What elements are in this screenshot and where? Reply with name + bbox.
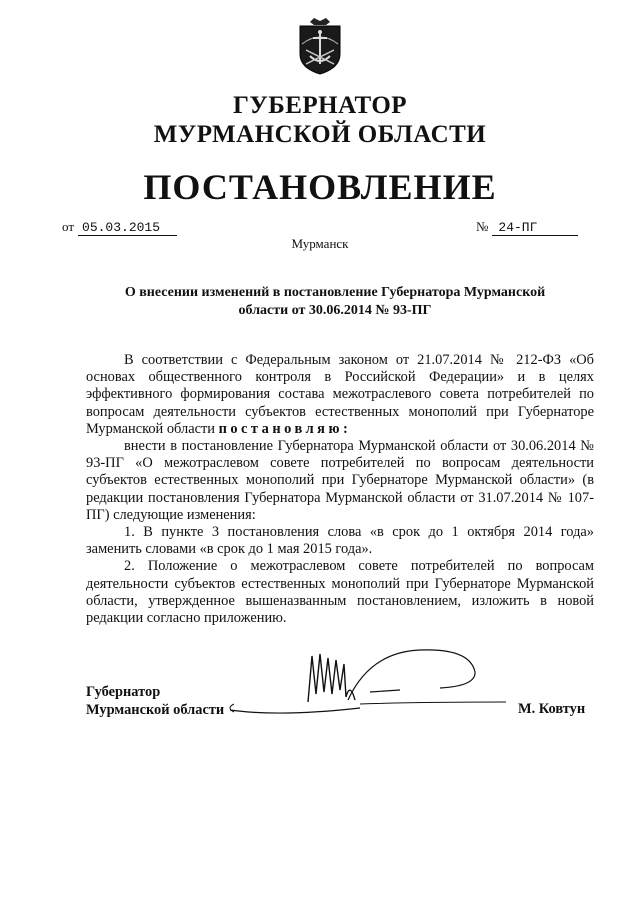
document-body — [86, 352, 594, 627]
issuer-line-2: МУРМАНСКОЙ ОБЛАСТИ — [153, 121, 487, 148]
date-value: 05.03.2015 — [78, 220, 177, 236]
document-subject — [100, 284, 570, 320]
signatory-position-line-2: Мурманской области — [86, 701, 225, 718]
issuer-line-1: ГУБЕРНАТОР — [232, 92, 408, 119]
number-value: 24-ПГ — [492, 220, 578, 236]
city: Мурманск — [291, 236, 349, 251]
body-paragraph-main: внести в постановление Губернатора Мурманской области от 30.06.2014 № 93-ПГ «О межотраслевом совете потребителей по вопросам деятельности субъектов естественных монополий при Губернаторе Мурманской области» (в редакции постановления Губернатора Мурманской области от 31.07.2014 № 107-ПГ) следующие изменения: — [86, 438, 594, 523]
handwritten-signature — [220, 642, 520, 722]
body-paragraph-preamble — [86, 352, 594, 438]
body-paragraph-item-2: 2. Положение о межотраслевом совете потребителей по вопросам деятельности субъектов естественных монополий при Губернаторе Мурманской области, утвержденное вышеназванным постановлением, изложить в новой редакции согласно приложению. — [86, 558, 594, 627]
body-paragraph-item-1: 1. В пункте 3 постановления слова «в срок до 1 октября 2014 года» заменить словами «в срок до 1 мая 2015 года». — [86, 524, 594, 558]
date-prefix: от — [62, 219, 75, 234]
subject-line-1: О внесении изменений в постановление Губернатора Мурманской — [124, 285, 546, 300]
subject-line-2: области от 30.06.2014 № 93-ПГ — [238, 303, 432, 318]
preamble-text: В соответствии с Федеральным законом от 21.07.2014 № 212-ФЗ «Об основах общественного контроля в Российской Федерации» и в целях эффективного формирования состава межотраслевого совета потребителей по вопросам деятельности субъектов естественных монополий при Губернаторе Мурманской области — [86, 352, 594, 437]
number-prefix: № — [476, 219, 489, 234]
signatory-name: М. Ковтун — [518, 701, 586, 717]
coat-of-arms-emblem — [296, 16, 344, 76]
date-field — [62, 218, 177, 236]
signatory-position-line-1: Губернатор — [86, 684, 161, 700]
number-field — [476, 218, 578, 236]
decree-word: постановляю: — [218, 420, 352, 437]
document-type-title: ПОСТАНОВЛЕНИЕ — [143, 167, 497, 207]
signatory-position — [86, 684, 224, 719]
